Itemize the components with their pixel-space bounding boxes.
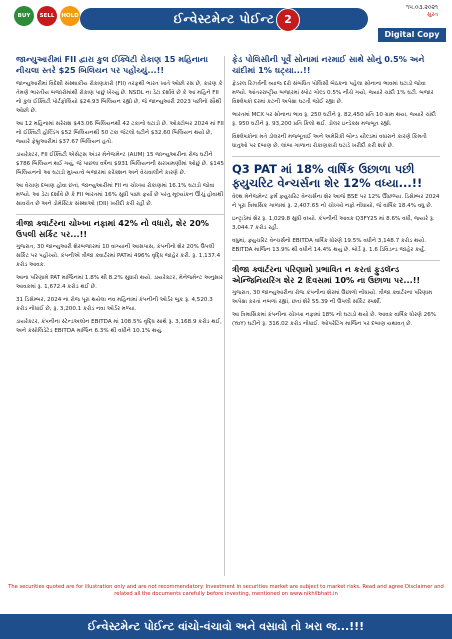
article-paragraph: આ 12 મહિનામાં સરેરાશ $43.06 બિલિયનથી 42 ટકાનો ઘટાડો છે. ઓક્ટોબર 2024 માં FII નો ઈક્વિટી હોલ્ડિંગ $52 બિલિયનથી 50 ટકા જેટલો ઘટીને $32.60 બિલિયન થયો છે, જ્યારે ફેબ્રુઆરીમાં $37.67 બિલિયન હતો. — [16, 121, 224, 145]
article-paragraph: આ વેચાણ દબાણ હોવા છતાં, જાન્યુઆરીમાં FII ના ચોખ્ખા રોકાણમાં 16.1% ઘટાડો જોવા મળ્યો. આ ડેટા દર્શાવે છે કે FII ભારતમાં 16% સુધી પાછા ફર્યા છે પરંતુ મૂલ્યાંકન ઊંચું હોવાથી સાવચેત છે અને ડોમેસ્ટિક સંસ્થાઓ (DII) ખરીદી કરી રહી છે. — [16, 183, 224, 207]
article-paragraph: ગુજરાત, 30 જાન્યુઆરી શેરબજારમાં 10 વાગ્યાની આસપાસ, કંપનીનો શેર 20% ઉપલી સર્કિટ પર પહોંચ્યો. કંપનીએ ત્રીજા ક્વાર્ટરમાં PATમાં 496% વૃદ્ધિ જાહેર કરી. રૂ. 1,137.4 કરોડ આવક. — [16, 244, 221, 268]
article-headline: જાન્યુઆરીમાં FII દ્વારા કુલ ઈક્વિટી રોકાણ 15 મહિનાના નીચલા સ્તરે $25 બિલિયન પર પહોંચ્યું...!! — [16, 54, 209, 75]
section-separator — [232, 156, 440, 157]
column-divider — [224, 56, 225, 576]
buy-sell-hold-logo — [14, 6, 80, 26]
right-column — [232, 52, 440, 333]
article-paragraph: ભારતમાં MCX પર સોનાના ભાવ રૂ. 250 ઘટીને રૂ. 82,450 પ્રતિ 10 ગ્રામ થયા, જ્યારે ચાંદી રૂ. 950 ઘટીને રૂ. 93,200 પ્રતિ કિલો થઈ. ડોલર ઇન્ડેક્સ મજબૂત રહ્યો. — [232, 112, 436, 127]
article-paragraph: આ ત્રિમાસિકમાં કંપનીના ચોખ્ખા નફામાં 18% નો ઘટાડો થયો છે. આવક વાર્ષિક ધોરણે 26% (YoY) ઘટીને રૂ. 316.02 કરોડ નોંધાઈ. ઓપરેટિંગ માર્જિન પર દબાણ યથાવત્ છે. — [232, 312, 437, 327]
hold-logo: HOLD — [60, 6, 80, 26]
article-headline: ત્રીજા ક્વાર્ટરના ચોખ્ખા નફામાં 42% નો વધારો, શેર 20% ઉપલી સર્કિટ પર...!! — [16, 218, 210, 239]
article-fii-investment — [16, 54, 224, 209]
disclaimer-text: The securities quoted are for illustration only and are not recommendatory. Investment in securities market are subject to market risks. Read and agree Disclaimer and related all the documents carefully before investing, mentioned on www.nikhilbhatt.in — [8, 584, 444, 597]
article-paragraph: ફેડરલ રિઝર્વની વ્યાજ દરો સંબંધિત પોલિસી બેઠકના પહેલા સોનાના ભાવમાં ઘટાડો જોવા મળ્યો. આંતરરાષ્ટ્રીય બજારમાં સ્પોટ ગોલ્ડ 0.5% નીચે ગયો, જ્યારે ચાંદી 1% ઘટી. બજાર વિશ્લેષકો દરમાં કટની અપેક્ષા ઘટતી જોઈ રહ્યા છે. — [232, 81, 434, 105]
buy-logo: BUY — [14, 6, 34, 26]
article-q3-pat — [232, 162, 440, 255]
footer-banner: ઈન્વેસ્ટમેન્ટ પોઈન્ટ વાંચો-વંચાવો અને વસાવો તો ખરા જ...!!! — [0, 614, 452, 639]
article-paragraph: વિશ્લેષકોના મતે ડોલરની મજબૂતાઈ અને અમેરિકી બોન્ડ યીલ્ડમાં વધારાને કારણે કિંમતી ધાતુઓ પર દબાણ છે. લાંબા ગાળાના રોકાણકારો ઘટાડે ખરીદી કરી શકે છે. — [232, 134, 427, 149]
page-number: 2 — [276, 8, 300, 32]
article-q3-profit — [16, 218, 224, 336]
masthead-banner: ઈન્વેસ્ટમેન્ટ પોઈન્ટ — [80, 8, 368, 30]
issue-date: ૧૫.૦૩.૨૦૨૧ — [406, 4, 438, 11]
digital-copy-badge: Digital Copy — [378, 28, 446, 42]
article-paragraph: વેલ્થ મેનેજમેન્ટ ફર્મ ફ્યુચરિટ વેન્ચર્સના શેર આજે BSE પર 12% ઊછળ્યા. ડિસેમ્બર 2024 ને પૂરા ત્રિમાસિક ગાળામાં રૂ. 2,407.65 નો ચોખ્ખો નફો નોંધાયો, જે વાર્ષિક 18.4% વધુ છે. — [232, 194, 440, 209]
left-column — [16, 52, 224, 340]
article-paragraph: આના પરિણામે PAT માર્જિનમાં 1.8% થી 8.2% સુધારો થયો. ડાયરેક્ટર, મેનેજમેન્ટ અનુસાર આવકમાં રૂ. 1,672.4 કરોડ થઈ છે. — [16, 275, 223, 290]
article-paragraph: ગુજરાત, 30 જાન્યુઆરીના રોજ કંપનીના શેરમાં ઉછાળો નોંધાયો. ત્રીજા ક્વાર્ટરના પરિણામ અપેક્ષા કરતાં નબળાં રહ્યાં, છતાં શેરે 55.39 ની ઉપલી સર્કિટ સ્પર્શી. — [232, 290, 433, 305]
page-header — [0, 0, 452, 52]
article-paragraph: ડાયરેક્ટર, કંપનીના સ્ટેન્ડઅલોન EBITDA માં 108.5% વૃદ્ધિ સાથે રૂ. 3,168.9 કરોડ થઈ, અને કંસોલિડેટેડ EBITDA માર્જિન 6.3% થી વધીને 10.1% થયું. — [16, 319, 222, 334]
article-headline: ત્રીજા ક્વાર્ટરના પરિણામો પ્રભાવિત ન કરતાં ફુડલૅન્ડ એન્જિનિયરિંગ શેર 2 દિવસમાં 10% ના ઉછાળા પર...!! — [232, 264, 421, 285]
article-third-quarter — [232, 264, 440, 329]
article-paragraph: ડાયરેક્ટર, FII ઈક્વિટી એસેટ્સ અંડર મેનેજમેન્ટ (AUM) 15 જાન્યુઆરીના રોજ ઘટીને $786 બિલિયન થઈ ગયું, જે પાછલા વર્ષના $931 બિલિયનની સરખામણીમાં ઓછું છે. $145 બિલિયનનો આ ઘટાડો મુખ્યત્વે બજારમાં કરેક્શન અને વેચવાલીને કારણે છે. — [16, 152, 224, 176]
article-paragraph: જાન્યુઆરીમાં વિદેશી સંસ્થાકીય રોકાણકારો (FII) તરફથી ભારત ખાતે ઓછો રસ છે, કારણ કે તેમણે ભારતીય બજારોમાંથી રોકાણ પાછું ખેંચ્યું છે. NSDL ના ડેટા દર્શાવે છે કે આ મહિને FII નો કુલ ઈક્વિટી પોર્ટફોલિયો $24.93 બિલિયન રહ્યો છે, જે જાન્યુઆરી 2023 પછીનો સૌથી ઓછો છે. — [16, 81, 223, 114]
article-paragraph: વધુમાં, ફ્યુચરિટ વેન્ચર્સનો EBITDA વાર્ષિક ધોરણે 19.5% વધીને 3,148.7 કરોડ થયો. EBITDA માર્જિન 13.9% થી વધીને 14.4% થયું છે. બોર્ડે રૂ. 1.6 ડિવિડન્ડ જાહેર કર્યું. — [232, 238, 427, 253]
article-paragraph: 31 ડિસેમ્બર, 2024 ના રોજ પૂરા થયેલા નવ મહિનામાં કંપનીની ઓર્ડર બુક રૂ. 4,520.3 કરોડ નોંધાઈ છે, રૂ. 3,200.1 કરોડ નવા ઓર્ડર મળ્યા. — [16, 297, 213, 312]
article-headline: Q3 PAT માં 18% વાર્ષિક ઉછાળા પછી ફ્યુચરિટ વેન્ચર્સના શેર 12% વધ્યા...!! — [232, 162, 423, 190]
section-separator — [232, 260, 440, 261]
article-paragraph: ઇન્ટ્રાડેમાં શેર રૂ. 1,029.8 સુધી વધ્યો. કંપનીની આવક Q3FY25 માં 8.6% વધી, જ્યારે રૂ. 3,044.7 કરોડ રહી. — [232, 216, 435, 231]
article-gold-silver — [232, 54, 440, 151]
edition-label: સુરત — [427, 12, 438, 18]
section-separator — [16, 214, 224, 215]
sell-logo: SELL — [37, 6, 57, 26]
article-headline: ફેડ પોલિસીની પૂર્વે સોનામાં નરમાઈ સાથે સોનું 0.5% અને ચાંદીમાં 1% ઘટ્યા...!! — [232, 54, 425, 75]
